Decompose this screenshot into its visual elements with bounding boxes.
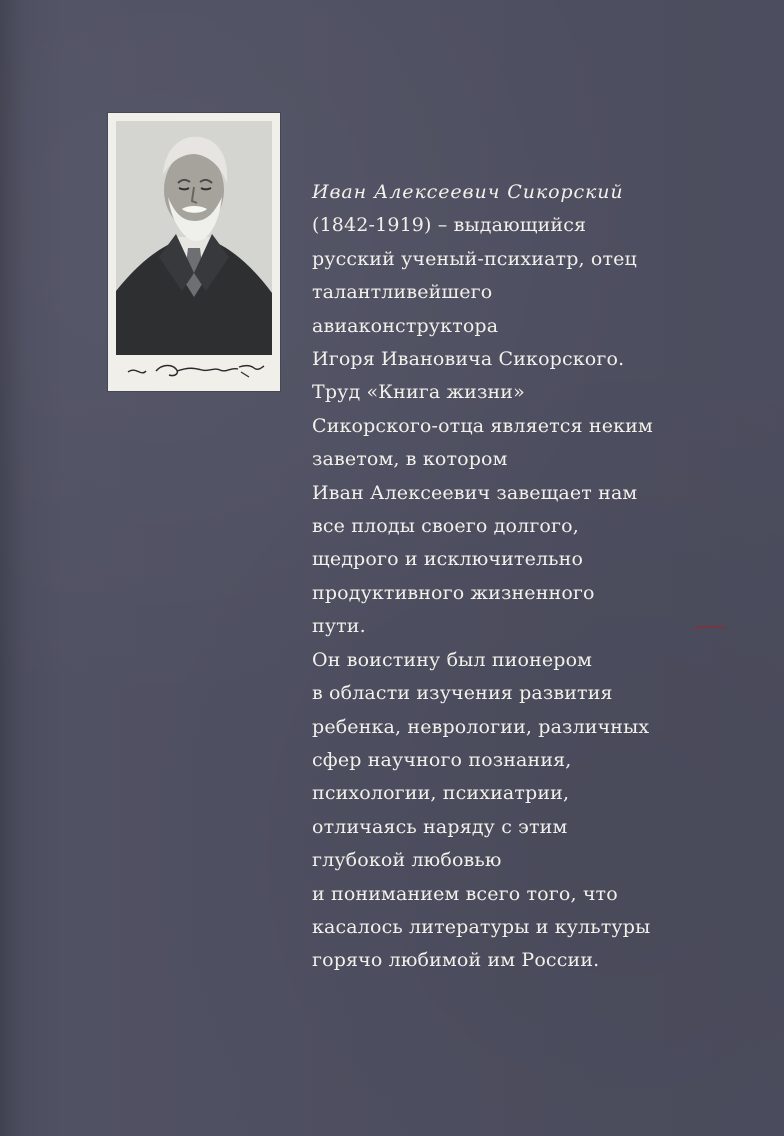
decorative-mark bbox=[693, 624, 727, 632]
portrait-photo bbox=[116, 121, 272, 355]
text-line: глубокой любовью bbox=[312, 849, 502, 872]
portrait-card bbox=[108, 113, 280, 391]
text-line: психологии, психиатрии, bbox=[312, 782, 570, 805]
biography-text bbox=[312, 176, 722, 978]
text-line: Игоря Ивановича Сикорского. bbox=[312, 348, 625, 371]
text-line: и пониманием всего того, что bbox=[312, 882, 618, 905]
text-line: отличаясь наряду с этим bbox=[312, 815, 568, 838]
text-line: Сикорского-отца является неким bbox=[312, 414, 653, 437]
text-line: талантливейшего bbox=[312, 281, 493, 304]
text-line: все плоды своего долгого, bbox=[312, 515, 579, 538]
spine-shadow bbox=[0, 0, 26, 1136]
text-line: (1842-1919) – выдающийся bbox=[312, 214, 587, 237]
text-line: в области изучения развития bbox=[312, 682, 613, 705]
text-line: русский ученый-психиатр, отец bbox=[312, 247, 637, 270]
text-line: Иван Алексеевич завещает нам bbox=[312, 481, 638, 504]
text-line: щедрого и исключительно bbox=[312, 548, 584, 571]
text-line: пути. bbox=[312, 615, 366, 638]
text-line: ребенка, неврологии, различных bbox=[312, 715, 650, 738]
text-line: горячо любимой им России. bbox=[312, 949, 600, 972]
text-line: касалось литературы и культуры bbox=[312, 915, 651, 938]
handwritten-signature bbox=[120, 357, 268, 385]
text-line: Труд «Книга жизни» bbox=[312, 381, 525, 404]
text-line: заветом, в котором bbox=[312, 448, 508, 471]
text-line: Иван Алексеевич Сикорский bbox=[312, 181, 624, 203]
text-line: продуктивного жизненного bbox=[312, 581, 595, 604]
text-line: сфер научного познания, bbox=[312, 748, 572, 771]
text-line: Он воистину был пионером bbox=[312, 648, 593, 671]
text-line: авиаконструктора bbox=[312, 314, 499, 337]
